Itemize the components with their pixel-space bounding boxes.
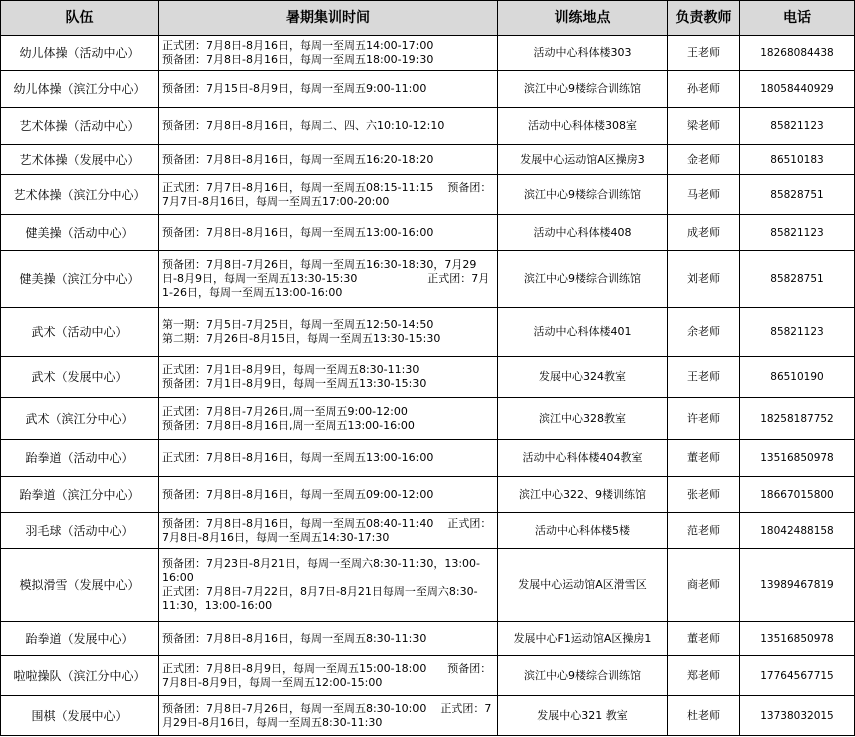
time-cell: 正式团：7月8日-8月16日，每周一至周五13:00-16:00 <box>159 440 498 477</box>
place-cell: 发展中心324教室 <box>498 357 668 398</box>
table-row <box>1 145 855 175</box>
header-phone: 电话 <box>740 1 855 36</box>
place-cell: 滨江中心9楼综合训练馆 <box>498 656 668 696</box>
time-cell: 正式团：7月7日-8月16日，每周一至周五08:15-11:15 预备团：7月7日-8月16日，每周一至周五17:00-20:00 <box>159 175 498 215</box>
phone-cell: 13738032015 <box>740 696 855 736</box>
team-cell: 健美操（活动中心） <box>1 215 159 251</box>
team-cell: 羽毛球（活动中心） <box>1 513 159 549</box>
header-row <box>1 1 855 36</box>
teacher-cell: 余老师 <box>668 308 740 357</box>
phone-cell: 85821123 <box>740 215 855 251</box>
place-cell: 活动中心科体楼5楼 <box>498 513 668 549</box>
team-cell: 跆拳道（发展中心） <box>1 622 159 656</box>
time-cell: 预备团：7月8日-8月16日，每周一至周五16:20-18:20 <box>159 145 498 175</box>
team-cell: 武术（滨江分中心） <box>1 398 159 440</box>
header-time: 暑期集训时间 <box>159 1 498 36</box>
team-cell: 模拟滑雪（发展中心） <box>1 549 159 622</box>
phone-cell: 13989467819 <box>740 549 855 622</box>
phone-cell: 17764567715 <box>740 656 855 696</box>
time-cell: 正式团：7月8日-7月26日,周一至周五9:00-12:00 预备团：7月8日-8月16日,周一至周五13:00-16:00 <box>159 398 498 440</box>
place-cell: 活动中心科体楼404教室 <box>498 440 668 477</box>
table-row <box>1 696 855 736</box>
table-row <box>1 477 855 513</box>
time-cell: 正式团：7月1日-8月9日，每周一至周五8:30-11:30 预备团：7月1日-8月9日，每周一至周五13:30-15:30 <box>159 357 498 398</box>
teacher-cell: 王老师 <box>668 357 740 398</box>
header-teacher: 负责教师 <box>668 1 740 36</box>
teacher-cell: 王老师 <box>668 36 740 71</box>
table-row <box>1 357 855 398</box>
time-cell: 预备团：7月8日-8月16日，每周一至周五08:40-11:40 正式团：7月8日-8月16日，每周一至周五14:30-17:30 <box>159 513 498 549</box>
place-cell: 发展中心321 教室 <box>498 696 668 736</box>
place-cell: 活动中心科体楼401 <box>498 308 668 357</box>
phone-cell: 18268084438 <box>740 36 855 71</box>
table-row <box>1 71 855 108</box>
phone-cell: 86510183 <box>740 145 855 175</box>
teacher-cell: 许老师 <box>668 398 740 440</box>
teacher-cell: 孙老师 <box>668 71 740 108</box>
team-cell: 艺术体操（滨江分中心） <box>1 175 159 215</box>
team-cell: 幼儿体操（活动中心） <box>1 36 159 71</box>
table-row <box>1 513 855 549</box>
time-cell: 预备团：7月8日-8月16日，每周一至周五13:00-16:00 <box>159 215 498 251</box>
time-cell: 第一期：7月5日-7月25日，每周一至周五12:50-14:50 第二期：7月26日-8月15日，每周一至周五13:30-15:30 <box>159 308 498 357</box>
teacher-cell: 董老师 <box>668 440 740 477</box>
time-cell: 正式团：7月8日-8月9日，每周一至周五15:00-18:00 预备团：7月8日-8月9日，每周一至周五12:00-15:00 <box>159 656 498 696</box>
phone-cell: 13516850978 <box>740 622 855 656</box>
teacher-cell: 金老师 <box>668 145 740 175</box>
team-cell: 幼儿体操（滨江分中心） <box>1 71 159 108</box>
team-cell: 武术（发展中心） <box>1 357 159 398</box>
teacher-cell: 梁老师 <box>668 108 740 145</box>
place-cell: 活动中心科体楼408 <box>498 215 668 251</box>
teacher-cell: 成老师 <box>668 215 740 251</box>
place-cell: 滨江中心9楼综合训练馆 <box>498 251 668 308</box>
table-row <box>1 398 855 440</box>
table-row <box>1 308 855 357</box>
header-team: 队伍 <box>1 1 159 36</box>
place-cell: 发展中心运动馆A区操房3 <box>498 145 668 175</box>
phone-cell: 18058440929 <box>740 71 855 108</box>
teacher-cell: 范老师 <box>668 513 740 549</box>
teacher-cell: 董老师 <box>668 622 740 656</box>
place-cell: 发展中心运动馆A区滑雪区 <box>498 549 668 622</box>
phone-cell: 85821123 <box>740 308 855 357</box>
team-cell: 艺术体操（活动中心） <box>1 108 159 145</box>
teacher-cell: 商老师 <box>668 549 740 622</box>
teacher-cell: 张老师 <box>668 477 740 513</box>
table-row <box>1 622 855 656</box>
place-cell: 滨江中心9楼综合训练馆 <box>498 175 668 215</box>
phone-cell: 85828751 <box>740 251 855 308</box>
time-cell: 预备团：7月23日-8月21日，每周一至周六8:30-11:30，13:00-16:00 正式团：7月8日-7月22日，8月7日-8月21日每周一至周六8:30-11:30，13:00-16:00 <box>159 549 498 622</box>
phone-cell: 18667015800 <box>740 477 855 513</box>
phone-cell: 18042488158 <box>740 513 855 549</box>
team-cell: 跆拳道（滨江分中心） <box>1 477 159 513</box>
team-cell: 跆拳道（活动中心） <box>1 440 159 477</box>
time-cell: 正式团：7月8日-8月16日，每周一至周五14:00-17:00 预备团：7月8日-8月16日，每周一至周五18:00-19:30 <box>159 36 498 71</box>
time-cell: 预备团：7月8日-8月16日，每周一至周五8:30-11:30 <box>159 622 498 656</box>
time-cell: 预备团：7月8日-7月26日，每周一至周五8:30-10:00 正式团：7月29日-8月16日，每周一至周五8:30-11:30 <box>159 696 498 736</box>
phone-cell: 85828751 <box>740 175 855 215</box>
place-cell: 滨江中心328教室 <box>498 398 668 440</box>
team-cell: 武术（活动中心） <box>1 308 159 357</box>
phone-cell: 13516850978 <box>740 440 855 477</box>
phone-cell: 86510190 <box>740 357 855 398</box>
table-row <box>1 440 855 477</box>
teacher-cell: 郑老师 <box>668 656 740 696</box>
table-row <box>1 108 855 145</box>
teacher-cell: 杜老师 <box>668 696 740 736</box>
time-cell: 预备团：7月15日-8月9日，每周一至周五9:00-11:00 <box>159 71 498 108</box>
place-cell: 活动中心科体楼308室 <box>498 108 668 145</box>
teacher-cell: 马老师 <box>668 175 740 215</box>
place-cell: 滨江中心9楼综合训练馆 <box>498 71 668 108</box>
team-cell: 艺术体操（发展中心） <box>1 145 159 175</box>
phone-cell: 18258187752 <box>740 398 855 440</box>
table-row <box>1 175 855 215</box>
time-cell: 预备团：7月8日-7月26日，每周一至周五16:30-18:30，7月29日-8月9日，每周一至周五13:30-15:30 正式团：7月1-26日，每周一至周五13:00-16:00 <box>159 251 498 308</box>
team-cell: 健美操（滨江分中心） <box>1 251 159 308</box>
teacher-cell: 刘老师 <box>668 251 740 308</box>
table-row <box>1 36 855 71</box>
place-cell: 发展中心F1运动馆A区操房1 <box>498 622 668 656</box>
place-cell: 活动中心科体楼303 <box>498 36 668 71</box>
time-cell: 预备团：7月8日-8月16日，每周一至周五09:00-12:00 <box>159 477 498 513</box>
table-row <box>1 251 855 308</box>
table-row <box>1 656 855 696</box>
table-row <box>1 549 855 622</box>
header-place: 训练地点 <box>498 1 668 36</box>
team-cell: 围棋（发展中心） <box>1 696 159 736</box>
place-cell: 滨江中心322、9楼训练馆 <box>498 477 668 513</box>
phone-cell: 85821123 <box>740 108 855 145</box>
table-row <box>1 215 855 251</box>
team-cell: 啦啦操队（滨江分中心） <box>1 656 159 696</box>
time-cell: 预备团：7月8日-8月16日，每周二、四、六10:10-12:10 <box>159 108 498 145</box>
